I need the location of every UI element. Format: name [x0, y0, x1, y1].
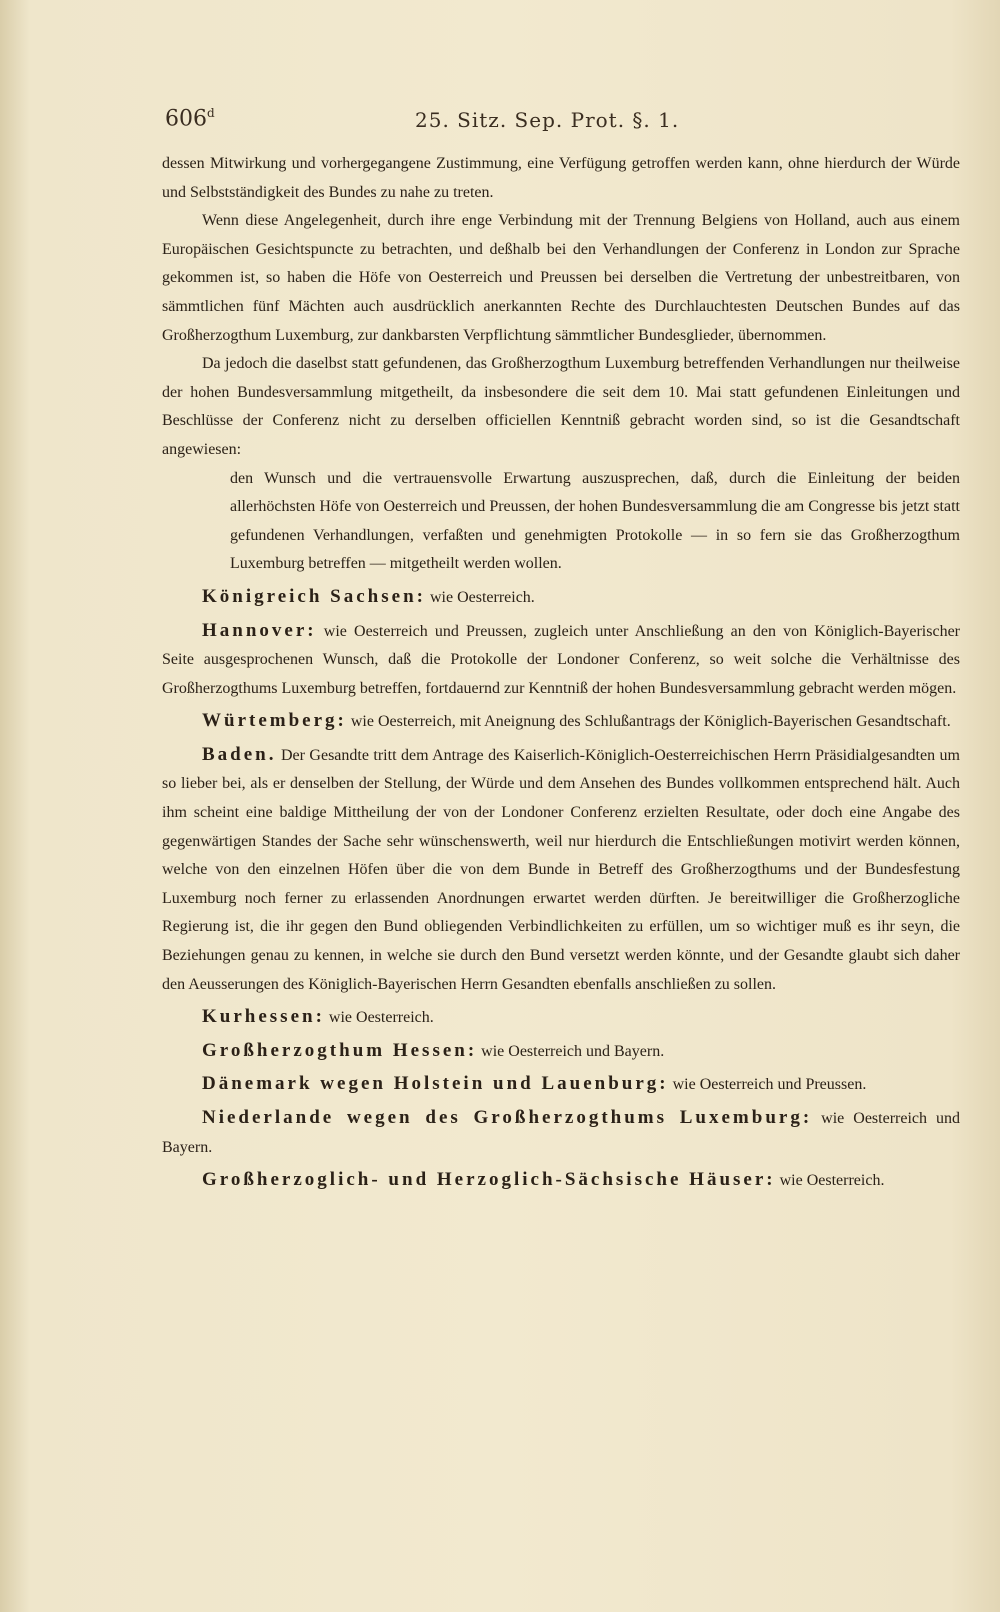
vote-saxon-houses — [162, 1166, 960, 1196]
vote-hessen — [162, 1037, 960, 1067]
vote-state: Großherzoglich- und Herzoglich-Sächsische Häuser: — [202, 1169, 776, 1191]
vote-text: wie Oesterreich und Bayern. — [477, 1042, 665, 1060]
vote-text: wie Oesterreich. — [324, 1009, 434, 1027]
body-text — [162, 150, 960, 1196]
vote-state: Großherzogthum Hessen: — [202, 1039, 478, 1061]
vote-netherlands — [162, 1104, 960, 1162]
paragraph-4: den Wunsch und die vertrauensvolle Erwartung auszusprechen, daß, durch die Einleitung der beiden allerhöchsten Höfe von Oesterreich und Preussen, der hohen Bundesversammlung die am Congresse bis jetzt statt gefundenen Verhandlungen, verfaßten und genehmigten Protokolle — in so fern sie das Großherzogthum Luxemburg betreffen — mitgetheilt werden wollen. — [230, 469, 960, 573]
page-header — [160, 104, 860, 138]
vote-text: wie Oesterreich und Preussen, zugleich unter Anschließung an den von Königlich-Bayerischer Seite ausgesprochenen Wunsch, daß die Protokolle der Londoner Conferenz, so weit solche die Verhältnisse des Großherzogthums Luxemburg betreffen, fortdauernd zur Kenntniß der hohen Bundesversammlung gebracht werden mögen. — [162, 622, 960, 697]
vote-text: wie Oesterreich. — [775, 1172, 885, 1190]
vote-state: Niederlande wegen des Großherzogthums Luxemburg: — [202, 1107, 813, 1128]
vote-state: Baden. — [202, 743, 277, 765]
vote-denmark — [162, 1070, 960, 1100]
vote-text: wie Oesterreich. — [425, 588, 535, 606]
vote-state: Hannover: — [202, 619, 317, 641]
vote-text: Der Gesandte tritt dem Antrage des Kaiserlich-Königlich-Oesterreichischen Herrn Präsidialgesandten um so lieber bei, als er denselben der Stellung, der Würde und dem Ansehen des Bundes vollkommen entsprechend hält. Auch ihm scheint eine baldige Mittheilung der von der Londoner Conferenz erzielten Resultate, oder doch eine Angabe des gegenwärtigen Standes der Sache sehr wünschenswerth, weil nur hierdurch die Entschließungen motivirt werden können, welche von den einzelnen Höfen über die von dem Bunde in Betreff des Großherzogthums und der Bundesfestung Luxemburg noch ferner zu erlassenden Anordnungen erwartet werden dürften. Je bereitwilliger die Großherzogliche Regierung ist, die ihr gegen den Bund obliegenden Verbindlichkeiten zu erfüllen, um so wichtiger muß es ihr seyn, die Beziehungen genau zu kennen, in welche sie durch den Bund versetzt werden könnte, und der Gesandte glaubt sich daher den Aeusserungen des Königlich-Bayerischen Herrn Gesandten ebenfalls anschließen zu sollen. — [162, 746, 960, 993]
vote-hannover — [162, 617, 960, 704]
vote-text: wie Oesterreich und Preussen. — [668, 1076, 867, 1094]
page-number-suffix: d — [207, 106, 215, 120]
vote-state: Kurhessen: — [202, 1006, 325, 1028]
page-number: 606$^d$ — [165, 106, 215, 132]
vote-wuerttemberg — [162, 707, 960, 737]
paragraph-1: dessen Mitwirkung und vorhergegangene Zustimmung, eine Verfügung getroffen werden kann, ohne hierdurch der Würde und Selbstständigkeit des Bundes zu nahe zu treten. — [162, 155, 960, 201]
vote-state: Königreich Sachsen: — [202, 585, 426, 607]
vote-saxony — [162, 583, 960, 613]
running-head: 25. Sitz. Sep. Prot. §. 1. — [415, 108, 680, 132]
paragraph-3: Da jedoch die daselbst statt gefundenen, das Großherzogthum Luxemburg betreffenden Verhandlungen nur theilweise der hohen Bundesversammlung mitgetheilt, da insbesondere die seit dem 10. Mai statt gefundenen Einleitungen und Beschlüsse der Conferenz nicht zu derselben officiellen Kenntniß gebracht worden sind, so ist die Gesandtschaft angewiesen: — [162, 355, 960, 458]
vote-text: wie Oesterreich und Bayern. — [162, 1110, 960, 1156]
paragraph-2: Wenn diese Angelegenheit, durch ihre enge Verbindung mit der Trennung Belgiens von Holland, auch aus einem Europäischen Gesichtspuncte zu betrachten, und deßhalb bei den Verhandlungen der Conferenz in London zur Sprache gekommen ist, so haben die Höfe von Oesterreich und Preussen bei derselben die Vertretung der unbestreitbaren, von sämmtlichen fünf Mächten auch ausdrücklich anerkannten Rechte des Durchlauchtesten Deutschen Bundes auf das Großherzogthum Luxemburg, zur dankbarsten Verpflichtung sämmtlicher Bundesglieder, übernommen. — [162, 212, 960, 344]
vote-state: Dänemark wegen Holstein und Lauenburg: — [202, 1073, 669, 1095]
vote-baden — [162, 741, 960, 999]
vote-state: Würtemberg: — [202, 710, 347, 732]
vote-kurhessen — [162, 1003, 960, 1033]
vote-text: wie Oesterreich, mit Aneignung des Schlußantrags der Königlich-Bayerischen Gesandtschaft. — [346, 713, 951, 731]
